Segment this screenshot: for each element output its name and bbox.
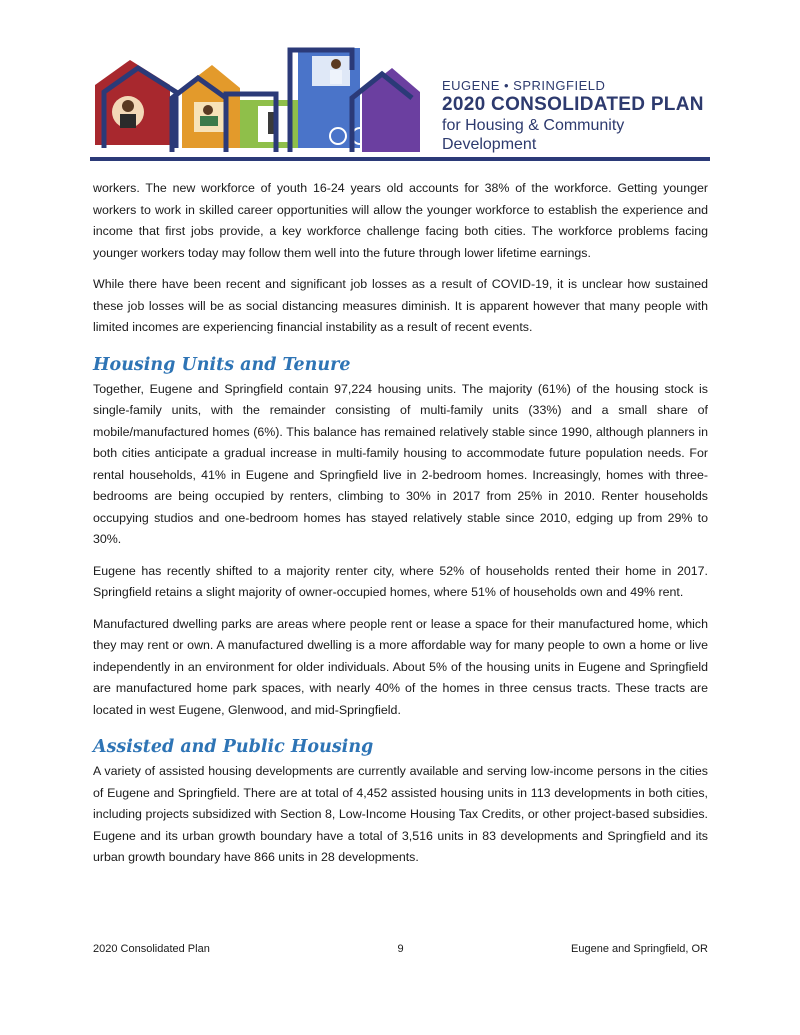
page-header [90,40,710,165]
intro-paragraph: workers. The new workforce of youth 16-24 years old accounts for 38% of the workforce. Getting younger workers to work in skilled career opportunities will allow the younger workforce to establish the experience and income that first jobs provide, a key workforce challenge facing both cities. The workforce problems facing younger workers today may follow them well into the future through lower lifetime earnings. [93,181,708,260]
brand-title: 2020 CONSOLIDATED PLAN [442,94,704,115]
housing-paragraph: Manufactured dwelling parks are areas where people rent or lease a space for their manufactured home, which they may rent or own. A manufactured dwelling is a more affordable way for many people to own a home or live independently in an environment for older individuals. About 5% of the housing units in Eugene and Springfield are manufactured home park spaces, with nearly 40% of the homes in three census tracts. These tracts are located in west Eugene, Glenwood, and mid-Springfield. [93,616,708,717]
housing-paragraph: Together, Eugene and Springfield contain 97,224 housing units. The majority (61%) of the housing stock is single-family units, with the remainder consisting of multi-family units (33%) and a small share of mobile/manufactured homes (6%). This balance has remained relatively stable since 1990, although planners in both cities anticipate a gradual increase in multi-family housing to accommodate future population needs. For rental households, 41% in Eugene and Springfield live in 2-bedroom homes. Increasingly, homes with three-bedrooms are being occupied by renters, climbing to 30% in 2017 from 25% in 2010. Renter households occupying studios and one-bedroom homes has stayed relatively stable since 2010, edging up from 29% to 30%. [93,381,708,546]
page-content [93,178,708,879]
housing-paragraph: Eugene has recently shifted to a majority renter city, where 52% of households rented their home in 2017. Springfield retains a slight majority of owner-occupied homes, where 51% of households own and 49% rent. [93,563,708,599]
footer-document-title: 2020 Consolidated Plan [93,943,210,955]
brand-cities: EUGENE • SPRINGFIELD [442,78,606,93]
brand-block [442,78,710,154]
footer-page-number: 9 [397,943,404,955]
intro-paragraph: While there have been recent and significant job losses as a result of COVID-19, it is unclear how sustained these job losses will be as social distancing measures diminish. It is apparent however that many people with limited incomes are experiencing financial instability as a result of recent events. [93,277,708,334]
assisted-paragraph: A variety of assisted housing developments are currently available and serving low-income persons in the cities of Eugene and Springfield. There are at total of 4,452 assisted housing units in 113 developments in both cities, including projects subsidized with Section 8, Low-Income Housing Tax Credits, or other project-based subsidies. Eugene and its urban growth boundary have a total of 3,516 units in 83 developments and Springfield and its urban growth boundary have 866 units in 28 developments. [93,764,708,864]
brand-subtitle: for Housing & Community Development [442,117,625,153]
section-heading-assisted-housing: Assisted and Public Housing [93,737,374,757]
footer-location: Eugene and Springfield, OR [571,943,708,955]
section-heading-housing-units: Housing Units and Tenure [93,354,351,375]
